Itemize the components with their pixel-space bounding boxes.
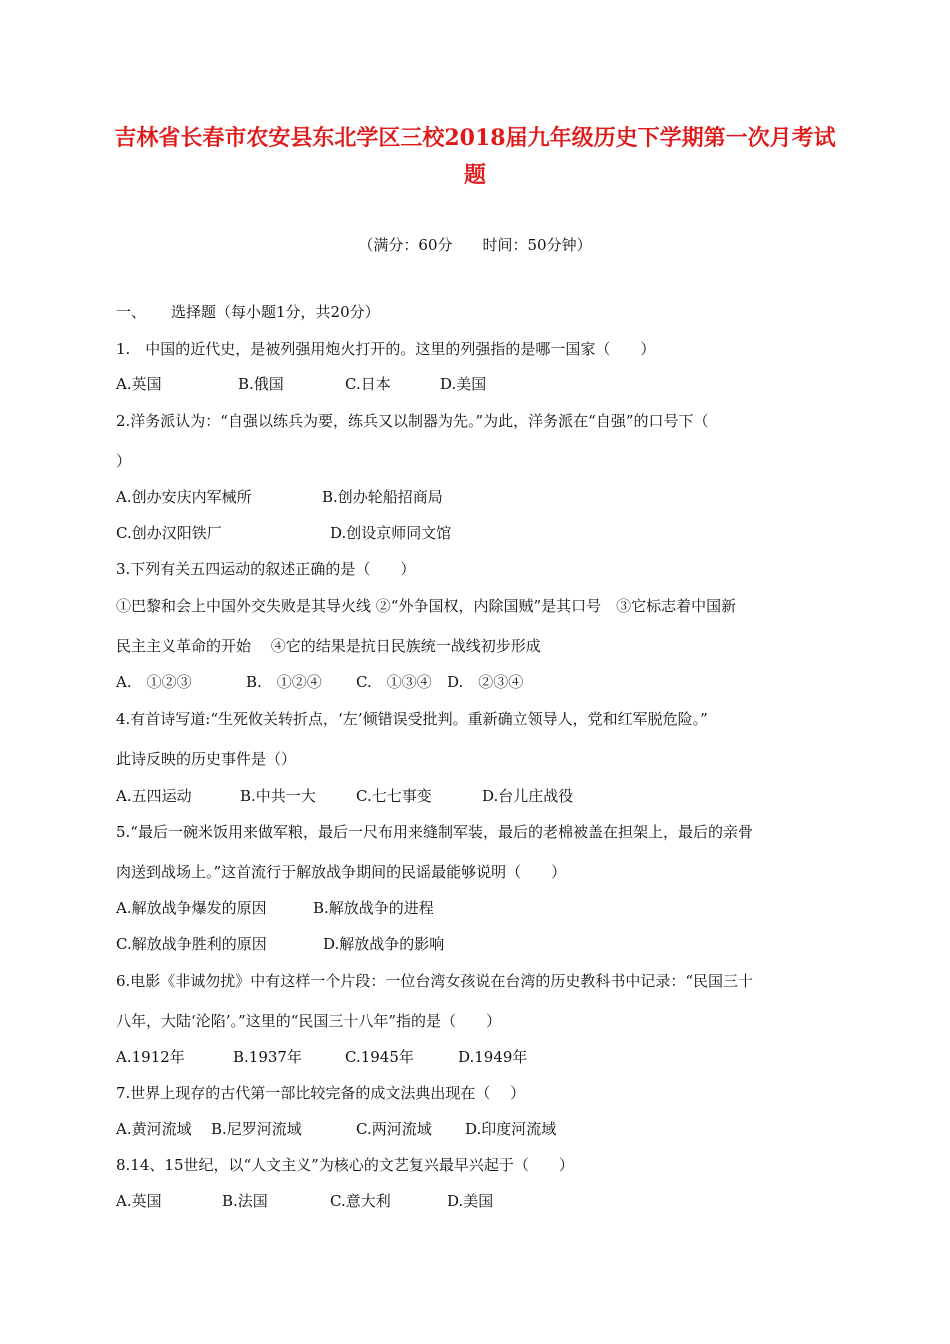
- question-7-option-a: A.黄河流域: [116, 1120, 192, 1138]
- question-5-stem-line-2: 肉送到战场上。”这首流行于解放战争期间的民谣最能够说明（ ）: [116, 863, 567, 881]
- question-3-option-a: A. ①②③: [116, 673, 192, 691]
- question-2-option-b: B.创办轮船招商局: [322, 488, 443, 506]
- question-7-stem: 7.世界上现存的古代第一部比较完备的成文法典出现在（ ）: [116, 1084, 526, 1102]
- question-2-option-c: C.创办汉阳铁厂: [116, 524, 222, 542]
- question-1-option-a: A.英国: [116, 375, 162, 393]
- question-3-stem-line-2: ①巴黎和会上中国外交失败是其导火线 ②“外争国权，内除国贼”是其口号 ③它标志着中国新: [116, 597, 737, 615]
- exam-info: （满分：60分 时间：50分钟）: [358, 236, 592, 254]
- question-2-stem-line-2: ）: [116, 452, 132, 470]
- question-6-option-b: B.1937年: [233, 1048, 302, 1066]
- question-4-option-b: B.中共一大: [240, 787, 316, 805]
- question-2-option-d: D.创设京师同文馆: [330, 524, 452, 542]
- question-4-option-c: C.七七事变: [356, 787, 432, 805]
- question-3-option-b: B. ①②④: [246, 673, 322, 691]
- question-8-option-c: C.意大利: [330, 1192, 391, 1210]
- question-6-stem-line-2: 八年，大陆‘沦陷’。”这里的“民国三十八年”指的是（ ）: [116, 1012, 502, 1030]
- question-4-option-a: A.五四运动: [116, 787, 192, 805]
- question-3-stem-line-1: 3.下列有关五四运动的叙述正确的是（ ）: [116, 560, 416, 578]
- question-5-option-d: D.解放战争的影响: [323, 935, 445, 953]
- question-7-option-b: B.尼罗河流域: [211, 1120, 302, 1138]
- question-3-stem-line-3: 民主主义革命的开始 ④它的结果是抗日民族统一战线初步形成: [116, 637, 541, 655]
- question-5-stem-line-1: 5.“最后一碗米饭用来做军粮，最后一尺布用来缝制军装，最后的老棉被盖在担架上，最后的亲骨: [116, 823, 753, 841]
- question-4-option-d: D.台儿庄战役: [482, 787, 574, 805]
- question-6-option-a: A.1912年: [116, 1048, 185, 1066]
- question-3-option-c: C. ①③④: [356, 673, 432, 691]
- section-number: 一、: [116, 303, 147, 321]
- question-1-option-b: B.俄国: [238, 375, 284, 393]
- question-2-option-a: A.创办安庆内军械所: [116, 488, 252, 506]
- question-8-option-a: A.英国: [116, 1192, 162, 1210]
- question-6-option-d: D.1949年: [458, 1048, 528, 1066]
- question-5-option-c: C.解放战争胜利的原因: [116, 935, 267, 953]
- question-2-stem-line-1: 2.洋务派认为：“自强以练兵为要，练兵又以制器为先。”为此，洋务派在“自强”的口号下（: [116, 412, 709, 430]
- exam-title-line-2: 题: [463, 162, 486, 188]
- question-3-option-d: D. ②③④: [447, 673, 524, 691]
- question-1-stem: 1. 中国的近代史，是被列强用炮火打开的。这里的列强指的是哪一国家（ ）: [116, 340, 656, 358]
- question-4-stem-line-1: 4.有首诗写道:“生死攸关转折点，‘左’倾错误受批判。重新确立领导人，党和红军脱危险。”: [116, 710, 708, 728]
- question-1-option-d: D.美国: [440, 375, 487, 393]
- question-6-stem-line-1: 6.电影《非诚勿扰》中有这样一个片段：一位台湾女孩说在台湾的历史教科书中记录：“民国三十: [116, 972, 753, 990]
- question-4-stem-line-2: 此诗反映的历史事件是（）: [116, 750, 297, 768]
- question-5-option-b: B.解放战争的进程: [313, 899, 434, 917]
- question-8-option-d: D.美国: [447, 1192, 494, 1210]
- question-8-stem: 8.14、15世纪，以“人文主义”为核心的文艺复兴最早兴起于（ ）: [116, 1156, 574, 1174]
- exam-title-line-1: 吉林省长春市农安县东北学区三校2018届九年级历史下学期第一次月考试: [114, 125, 836, 151]
- section-heading: 选择题（每小题1分，共20分）: [171, 303, 380, 321]
- question-1-option-c: C.日本: [345, 375, 391, 393]
- question-8-option-b: B.法国: [222, 1192, 268, 1210]
- question-7-option-c: C.两河流域: [356, 1120, 432, 1138]
- question-6-option-c: C.1945年: [345, 1048, 414, 1066]
- question-5-option-a: A.解放战争爆发的原因: [116, 899, 267, 917]
- question-7-option-d: D.印度河流域: [465, 1120, 557, 1138]
